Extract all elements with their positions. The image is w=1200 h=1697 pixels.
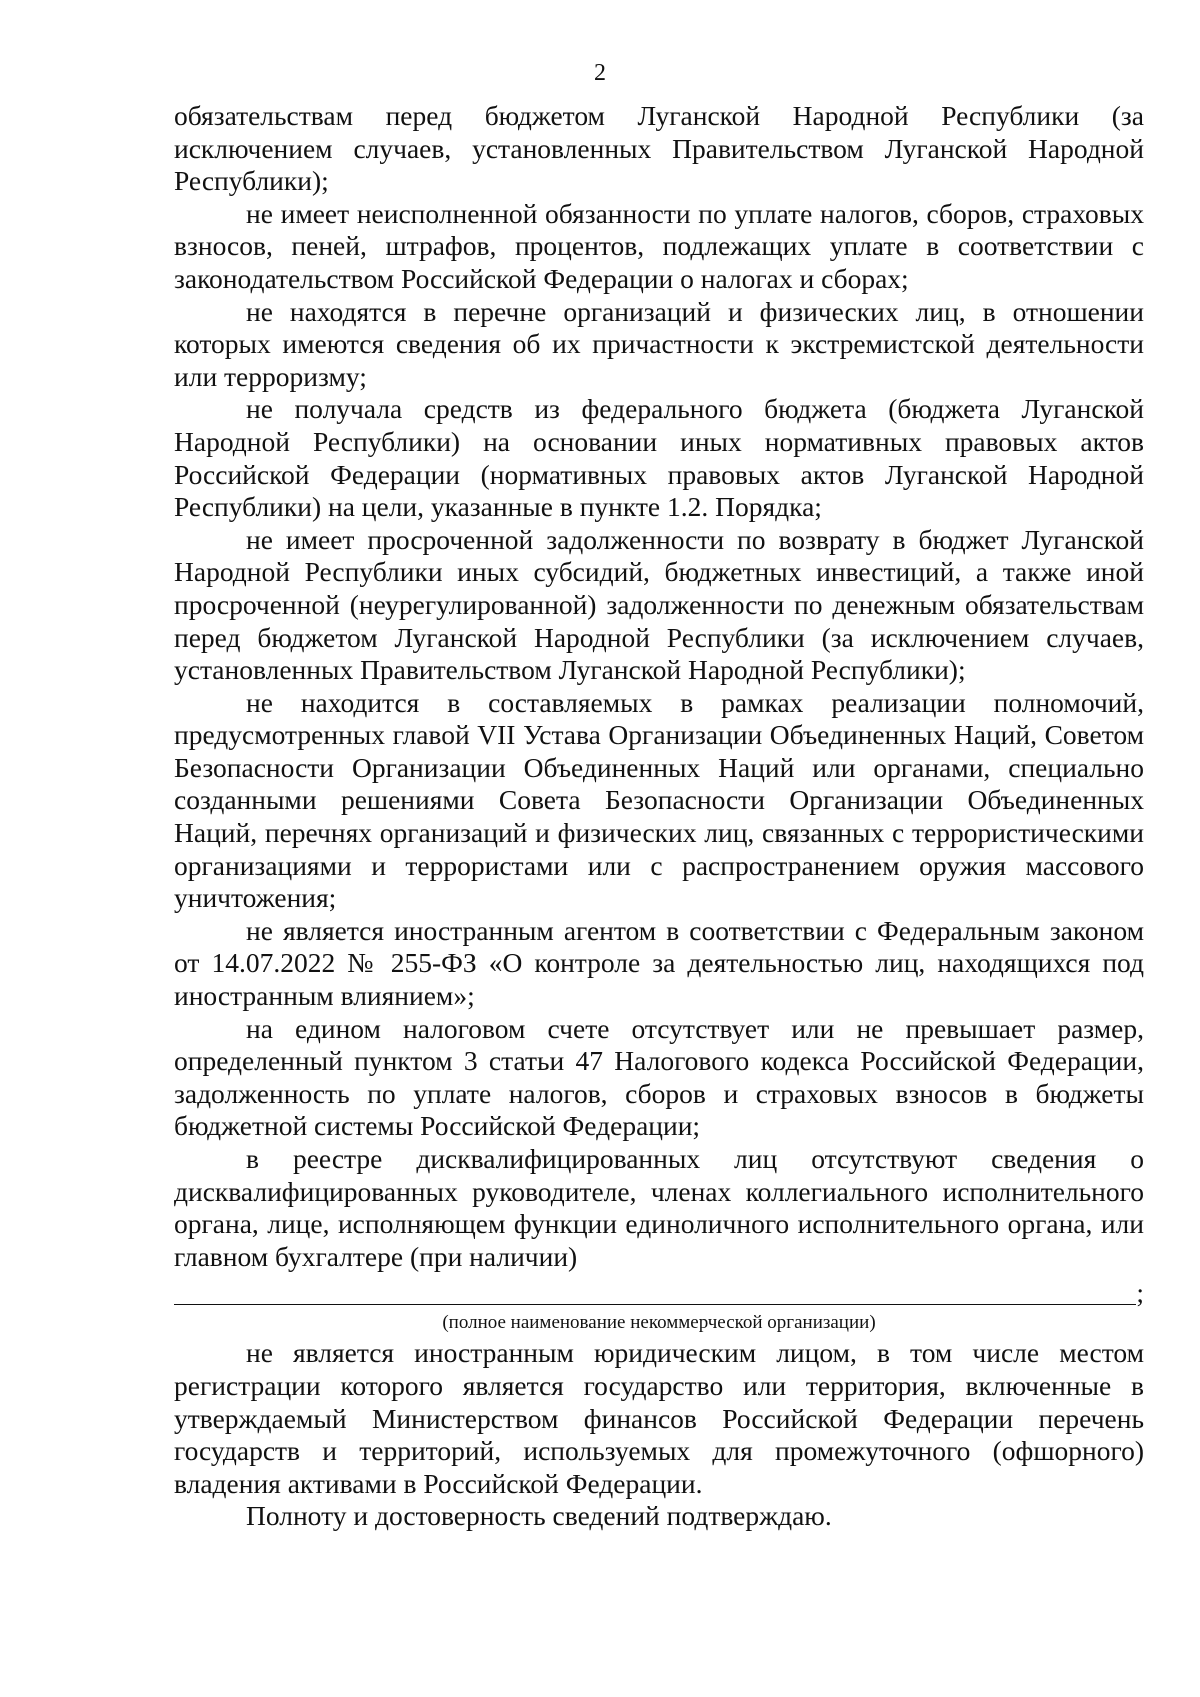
paragraph-foreign-legal-entity: не является иностранным юридическим лицом, в том числе местом регистрации которого является государство или территория, включенные в утверждаемый Министерством финансов Российской Федерации перечень государств и территорий, используемых для промежуточного (офшорного) владения активами в Российской Федерации. xyxy=(174,1337,1144,1499)
paragraph-disqualified-persons: в реестре дисквалифицированных лиц отсутствуют сведения о дисквалифицированных руководителе, членах коллегиального исполнительного органа, лице, исполняющем функции единоличного исполнительного органа, или главном бухгалтере (при наличии) xyxy=(174,1143,1144,1272)
paragraph-federal-funds: не получала средств из федерального бюджета (бюджета Луганской Народной Республики) на основании иных нормативных правовых актов Российской Федерации (нормативных правовых актов Луганской Народной Республики) на цели, указанные в пункте 1.2. Порядка; xyxy=(174,393,1144,523)
paragraph-un-lists: не находится в составляемых в рамках реализации полномочий, предусмотренных главой VII Устава Организации Объединенных Наций, Советом Безопасности Организации Объединенных Наций или органами, специально созданными решениями Совета Безопасности Организации Объединенных Наций, перечнях организаций и физических лиц, связанных с террористическими организациями и террористами или с распространением оружия массового уничтожения; xyxy=(174,686,1144,914)
blank-line-caption: (полное наименование некоммерческой организации) xyxy=(442,1312,876,1334)
page-number: 2 xyxy=(594,60,606,86)
paragraph-overdue-debt: не имеет просроченной задолженности по возврату в бюджет Луганской Народной Республики иных субсидий, бюджетных инвестиций, а также иной просроченной (неурегулированной) задолженности по денежным обязательствам перед бюджетом Луганской Народной Республики (за исключением случаев, установленных Правительством Луганской Народной Республики); xyxy=(174,523,1144,686)
paragraph-confirmation: Полноту и достоверность сведений подтверждаю. xyxy=(246,1500,832,1532)
fill-in-line xyxy=(174,1304,1136,1305)
document-body xyxy=(174,100,1144,1533)
paragraph-continuation: обязательствам перед бюджетом Луганской Народной Республики (за исключением случаев, установленных Правительством Луганской Народной Республики); xyxy=(174,100,1144,197)
paragraph-tax-obligations: не имеет неисполненной обязанности по уплате налогов, сборов, страховых взносов, пеней, штрафов, процентов, подлежащих уплате в соответствии с законодательством Российской Федерации о налогах и сборах; xyxy=(174,197,1144,294)
paragraph-single-tax-account: на едином налоговом счете отсутствует или не превышает размер, определенный пунктом 3 статьи 47 Налогового кодекса Российской Федерации, задолженность по уплате налогов, сборов и страховых взносов в бюджеты бюджетной системы Российской Федерации; xyxy=(174,1012,1144,1142)
paragraph-extremism-list: не находятся в перечне организаций и физических лиц, в отношении которых имеются сведения об их причастности к экстремистской деятельности или терроризму; xyxy=(174,295,1144,392)
organization-name-blank xyxy=(174,1273,1144,1309)
blank-line-terminator: ; xyxy=(1136,1277,1144,1309)
paragraph-foreign-agent: не является иностранным агентом в соответствии с Федеральным законом от 14.07.2022 № 255-ФЗ «О контроле за деятельностью лиц, находящихся под иностранным влиянием»; xyxy=(174,914,1144,1012)
